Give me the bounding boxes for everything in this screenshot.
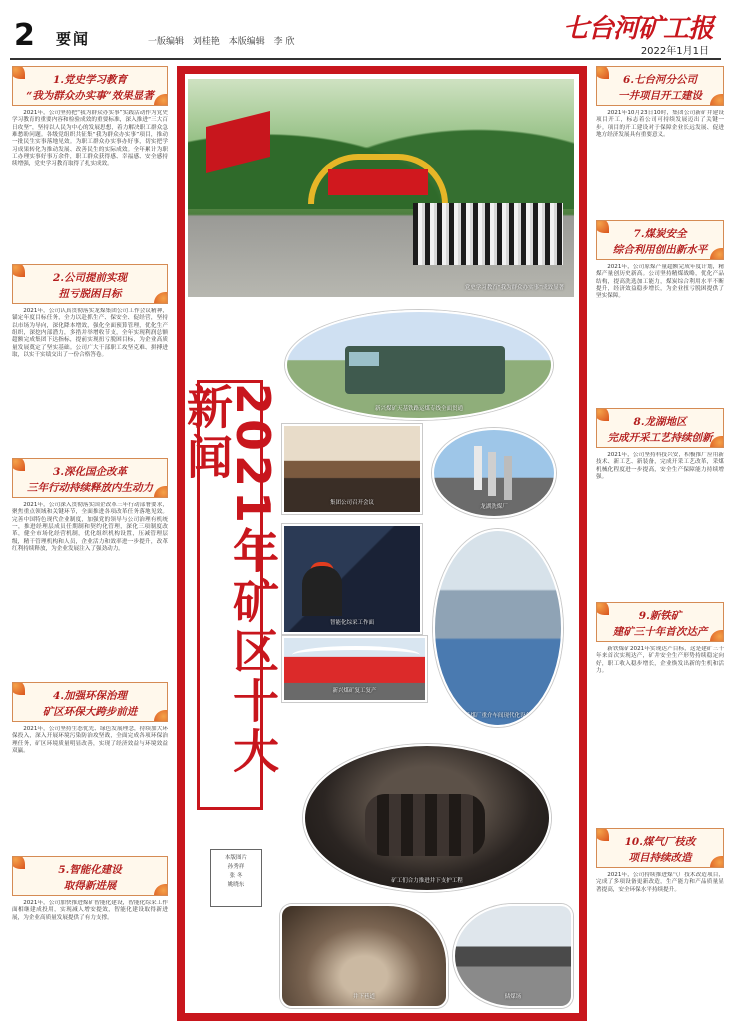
newspaper-logo: 七台河矿工报 — [562, 14, 713, 44]
story-heading-line1: 10.煤气厂枝改 — [624, 836, 696, 848]
story-5 — [12, 856, 168, 968]
resumption-ceremony-photo — [282, 636, 427, 702]
photo-caption: 集团公司召开会议 — [329, 500, 374, 506]
story-heading-line1: 9.新铁矿 — [638, 610, 682, 622]
story-heading-line2: 综合利用创出新水平 — [612, 244, 708, 256]
story-9 — [596, 602, 724, 824]
story-body: 2021年，公司加快推进煤矿智能化建设，智能化综采工作面相继建成投用，实现减人增安提效，智能化建设取得新进展，为企业高质量发展提供了有力支撑。 — [12, 900, 168, 921]
story-heading — [12, 856, 168, 896]
masthead — [0, 0, 731, 62]
meeting-photo — [282, 424, 422, 514]
story-heading-line2: 扭亏脱困目标 — [58, 288, 122, 300]
story-heading — [12, 458, 168, 498]
photo-caption: 矿工们合力推进井下支护工程 — [391, 878, 463, 884]
photo-caption: 党史学习教育“我为群众办实事”成效显著 — [464, 285, 564, 291]
story-heading-line2: 三年行动持续释放内生动力 — [27, 482, 153, 494]
page-editor-name: 李 欣 — [273, 37, 295, 47]
photo-caption: 新兴煤矿天基铁路运煤专线全面贯通 — [374, 406, 463, 412]
right-news-column — [596, 66, 724, 958]
story-body: 2021年10月23日10时，集团公司新矿井建设项目开工，标志着公司可持续发展迈出了关键一步。项目的开工建设对于保障企业长远发展、促进地方经济发展具有重要意义。 — [596, 110, 724, 139]
story-heading-line2: 建矿三十年首次达产 — [612, 626, 708, 638]
feature-panel — [180, 74, 579, 1013]
story-heading-line2: 完成开采工艺持续创新 — [607, 432, 713, 444]
story-heading-line2: “我为群众办实事”效果显著 — [26, 90, 154, 102]
story-heading — [596, 602, 724, 642]
train-photo — [285, 310, 553, 420]
story-body: 2021年，公司原煤产量超额完成年度计划，精煤产量创历史新高。公司坚持精煤战略，优化产品结构，提高洗选加工能力，煤炭综合利用水平不断提升，经济效益稳步增长，为企业扭亏脱困提供了坚实保障。 — [596, 264, 724, 300]
story-2 — [12, 264, 168, 454]
story-7 — [596, 220, 724, 404]
photo-caption: 新兴煤矿复工复产 — [332, 688, 377, 694]
miners-photo — [303, 744, 551, 892]
red-stage-board — [328, 169, 428, 195]
section-name: 要闻 — [56, 30, 91, 48]
editor-label: 一版编辑 — [148, 37, 185, 47]
story-4 — [12, 682, 168, 852]
page-number: 2 — [14, 18, 35, 53]
story-heading — [12, 264, 168, 304]
coal-yard-photo — [453, 904, 573, 1008]
story-6 — [596, 66, 724, 216]
feature-frame — [177, 66, 587, 1021]
story-body: 新铁煤矿2021年实现达产目标，这是建矿三十年来首次实现达产，矿井安全生产形势持续稳定向好，职工收入稳步增长，企业焕发出新的生机和活力。 — [596, 646, 724, 675]
publication-date: 2022年1月1日 — [640, 46, 709, 57]
editor-name: 刘桂艳 — [192, 37, 220, 47]
credit-line: 姚晓东 — [227, 882, 245, 888]
story-heading-line2: 一井项目开工建设 — [618, 90, 702, 102]
editor-credits — [148, 34, 301, 47]
story-3 — [12, 458, 168, 678]
control-room-photo — [282, 524, 422, 634]
story-body: 2021年，公司持续推进煤气厂技术改造项目，完成了多项设备更新改造，生产能力和产品质量显著提高，安全环保水平持续提升。 — [596, 872, 724, 893]
workshop-photo — [433, 529, 563, 727]
story-heading-line1: 6.七台河分公司 — [623, 74, 697, 86]
story-heading-line1: 5.智能化建设 — [58, 864, 122, 876]
standing-crowd — [413, 203, 563, 265]
story-heading — [596, 408, 724, 448]
story-heading-line2: 取得新进展 — [63, 880, 117, 892]
photo-caption: 储煤场 — [504, 994, 522, 1000]
story-body: 2021年，公司坚持生态优先、绿色发展理念，持续加大环保投入，深入开展环境污染防治攻坚战，全面完成各项环保治理任务，矿区环境质量明显改善，实现了经济效益与环境效益双赢。 — [12, 726, 168, 755]
story-heading — [12, 682, 168, 722]
story-heading — [596, 220, 724, 260]
story-heading-line1: 3.深化国企改革 — [53, 466, 127, 478]
photo-caption: 龙湖洗煤厂 — [480, 504, 508, 510]
photo-caption: 智能化综采工作面 — [329, 620, 374, 626]
photo-credit-box — [210, 849, 262, 907]
header-rule — [10, 58, 721, 60]
story-heading-line2: 矿区环保大跨步前进 — [42, 706, 138, 718]
story-heading-line1: 1.党史学习教育 — [53, 74, 127, 86]
photo-caption: 选煤厂重介车间现代化设备 — [464, 713, 531, 719]
left-news-column — [12, 66, 168, 968]
story-body: 2021年，公司认真贯彻落实龙煤集团公司工作会议精神，锚定年度目标任务，全力以赴抓生产、保安全、促经营，坚持以市场为导向，深化降本增效，强化全面预算管理，优化生产组织，深挖内部潜力，多措并举增收节支，全年实现利润总额超额完成集团下达指标，提前实现扭亏脱困目标，为企业高质量发展奠定了坚实基础。公司广大干部职工攻坚克难、拼搏进取，以实干实绩交出了一份合格答卷。 — [12, 308, 168, 359]
story-heading-line1: 2.公司提前实现 — [53, 272, 127, 284]
credit-line: 本版图片 — [224, 855, 248, 861]
story-heading-line1: 8.龙湖地区 — [633, 416, 687, 428]
story-8 — [596, 408, 724, 598]
page-editor-label: 本版编辑 — [228, 37, 265, 47]
credit-line: 张 冬 — [229, 873, 243, 879]
story-heading-line1: 4.加强环保治理 — [53, 690, 127, 702]
story-10 — [596, 828, 724, 958]
ceremony-photo — [188, 79, 574, 297]
story-body: 2021年，公司深入贯彻落实国企改革三年行动部署要求，聚焦重点领域和关键环节，全面推进各项改革任务落地见效。完善中国特色现代企业制度，加强党的领导与公司治理有机统一，推进经理层成员任期制和契约化管理，深化三项制度改革，健全市场化经营机制，优化组织机构设置，压减管理层级，精干管理机构和人员，企业活力和效率进一步提升，改革红利持续释放，为企业发展注入了强劲动力。 — [12, 502, 168, 553]
story-body: 2021年，公司坚持把“我为群众办实事”实践活动作为党史学习教育的重要内容和检验成效的重要标准，深入推进“三大百日攻坚”，坚持以人民为中心的发展思想，着力解决职工群众急难愁盼问题。各级党组织共征集“我为群众办实事”项目，推动一批民生实事落地见效。为职工群众办实事办好事，切实把学习成果转化为推动发展、改善民生的实际成效。全年累计为职工办理实事好事万余件，职工群众获得感、幸福感、安全感持续增强，党史学习教育取得了扎实成效。 — [12, 110, 168, 168]
story-1 — [12, 66, 168, 260]
story-heading-line1: 7.煤炭安全 — [633, 228, 687, 240]
feature-title: 2021年矿区十大新闻 — [180, 383, 280, 778]
story-heading — [596, 828, 724, 868]
feature-title-box — [180, 380, 280, 810]
story-body: 2021年，公司坚持科技兴安，积极推广应用新技术、新工艺、新装备，完成开采工艺改革，采煤机械化程度进一步提高，安全生产保障能力持续增强。 — [596, 452, 724, 481]
tunnel-photo — [280, 904, 448, 1008]
story-heading-line2: 项目持续改造 — [628, 852, 692, 864]
coal-train — [345, 346, 505, 394]
story-heading — [12, 66, 168, 106]
plant-photo — [432, 428, 556, 518]
photo-caption: 井下巷道 — [352, 994, 375, 1000]
credit-line: 孙秀祥 — [227, 864, 245, 870]
story-heading — [596, 66, 724, 106]
